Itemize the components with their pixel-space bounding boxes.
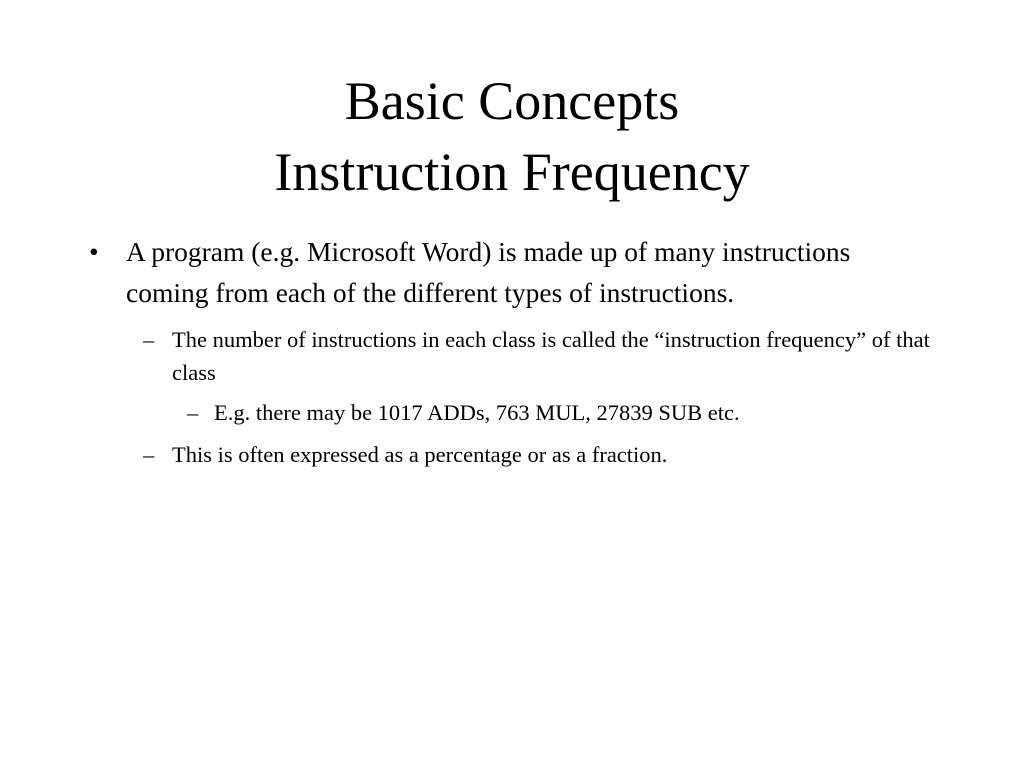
bullet-dash-icon: – [187,400,199,425]
bullet-text: E.g. there may be 1017 ADDs, 763 MUL, 27839 SUB etc. [214,400,740,425]
bullet-item-frequency [0,323,1024,389]
bullet-item-program [0,231,1024,313]
title-line-2: Instruction Frequency [274,142,750,202]
bullet-dash-icon: – [143,442,155,467]
bullet-item-example [0,396,1024,429]
bullet-item-percentage [0,438,1024,471]
slide-title [0,66,1024,208]
bullet-text: A program (e.g. Microsoft Word) is made up of many instructions coming from each of the different types of instructions. [126,236,851,308]
bullet-dot-icon: • [89,236,99,267]
bullet-text: This is often expressed as a percentage or as a fraction. [172,442,668,467]
bullet-text: The number of instructions in each class is called the “instruction frequency” of that class [172,327,930,385]
bullet-dash-icon: – [143,327,155,352]
title-line-1: Basic Concepts [344,71,680,131]
slide-body [0,231,1024,471]
